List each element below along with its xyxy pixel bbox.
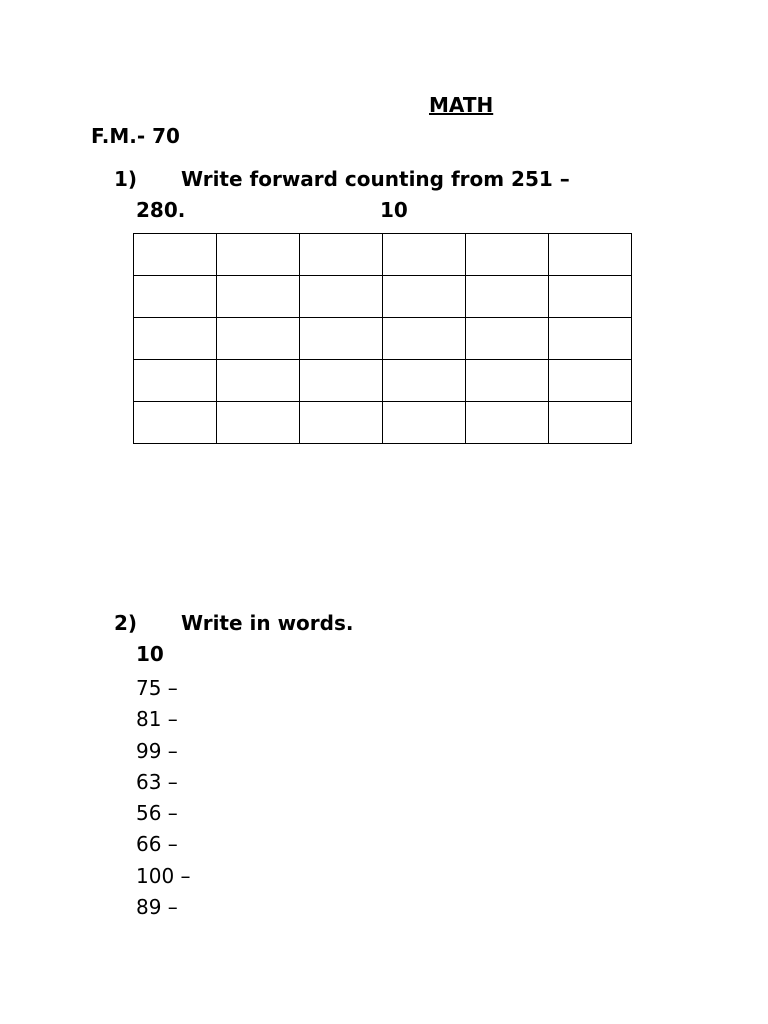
counting-grid [133, 233, 632, 444]
grid-cell [217, 360, 300, 402]
grid-cell [217, 402, 300, 444]
question-1-text: Write forward counting from 251 – [181, 167, 570, 191]
grid-cell [134, 360, 217, 402]
grid-cell [134, 276, 217, 318]
grid-cell [134, 234, 217, 276]
grid-cell [549, 234, 632, 276]
grid-cell [134, 318, 217, 360]
grid-cell [466, 360, 549, 402]
grid-cell [383, 402, 466, 444]
full-marks: F.M.- 70 [91, 124, 180, 148]
question-2-marks: 10 [136, 642, 164, 666]
list-item: 81 – [136, 707, 178, 732]
words-list [136, 673, 191, 923]
list-item: 75 – [136, 676, 178, 700]
question-1-continuation: 280. [136, 198, 186, 222]
grid-cell [466, 318, 549, 360]
grid-cell [217, 276, 300, 318]
question-1-number: 1) [114, 167, 138, 191]
grid-cell [466, 234, 549, 276]
grid-row [134, 276, 632, 318]
grid-cell [217, 318, 300, 360]
question-2-number: 2) [114, 611, 138, 635]
grid-row [134, 318, 632, 360]
grid-cell [383, 318, 466, 360]
grid-cell [300, 234, 383, 276]
grid-cell [466, 402, 549, 444]
page-title: MATH [429, 93, 494, 117]
list-item: 89 – [136, 895, 178, 920]
list-item: 66 – [136, 832, 178, 857]
grid-cell [466, 276, 549, 318]
grid-cell [549, 318, 632, 360]
question-1-marks: 10 [380, 198, 408, 222]
grid-cell [383, 360, 466, 402]
grid-cell [549, 402, 632, 444]
grid-cell [549, 360, 632, 402]
list-item: 56 – [136, 801, 178, 826]
grid-row [134, 360, 632, 402]
grid-cell [300, 402, 383, 444]
grid-cell [134, 402, 217, 444]
grid-cell [300, 318, 383, 360]
list-item: 99 – [136, 738, 178, 763]
grid-cell [300, 276, 383, 318]
grid-cell [549, 276, 632, 318]
grid-row [134, 402, 632, 444]
list-item: 63 – [136, 769, 178, 794]
grid-row [134, 234, 632, 276]
grid-cell [217, 234, 300, 276]
question-2-text: Write in words. [181, 611, 354, 635]
list-item: 100 – [136, 863, 191, 888]
grid-cell [383, 234, 466, 276]
grid-cell [300, 360, 383, 402]
grid-cell [383, 276, 466, 318]
